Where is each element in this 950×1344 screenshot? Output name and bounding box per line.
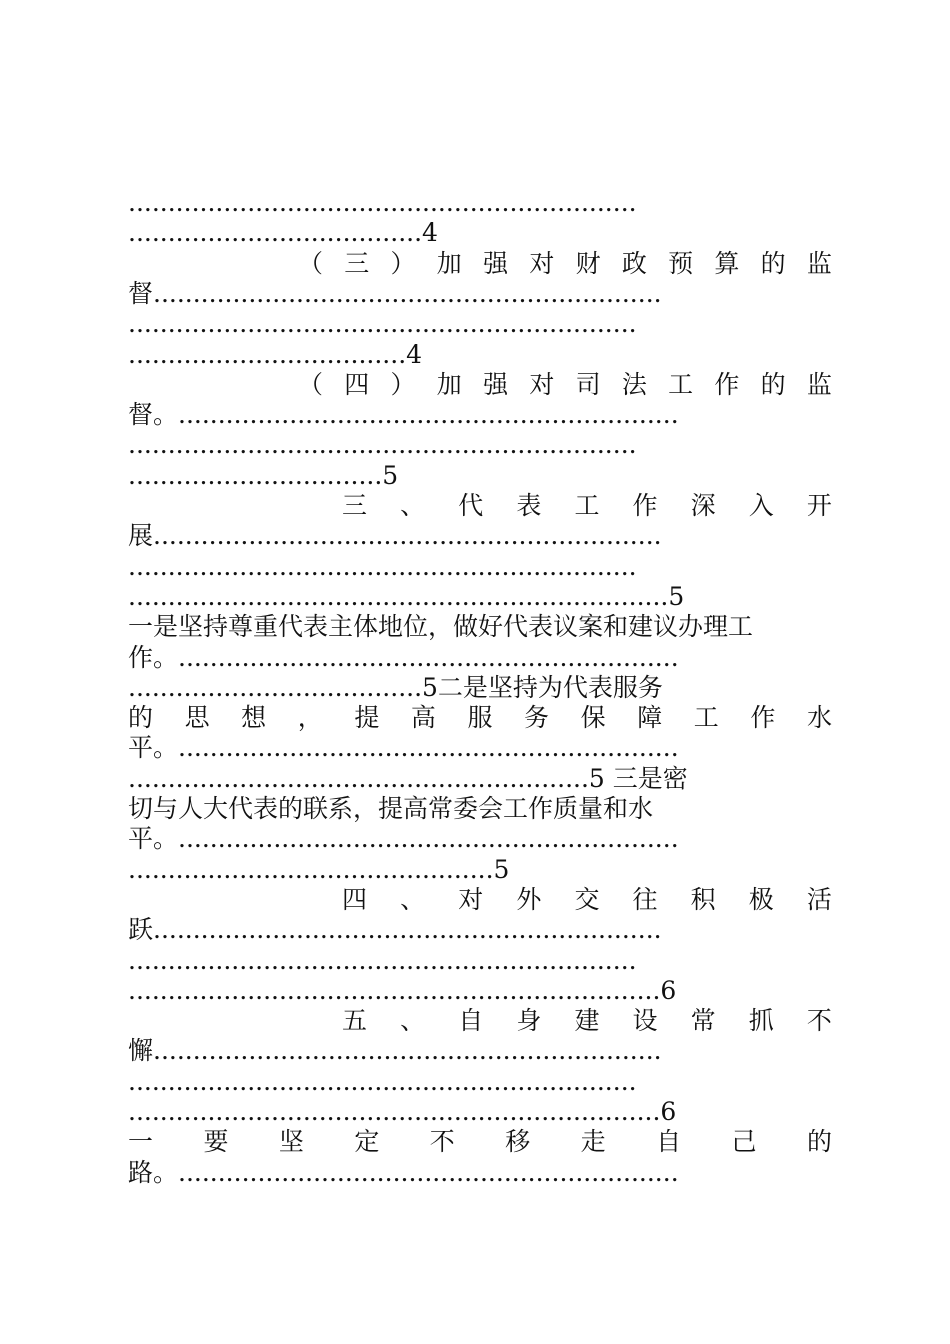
toc-char: （ [298, 248, 324, 278]
toc-line: 平。............................................................... [128, 733, 679, 763]
toc-char: 不 [806, 1006, 832, 1036]
toc-char: 要 [203, 1127, 229, 1157]
toc-char: 的 [128, 703, 154, 733]
toc-char: 开 [806, 491, 832, 520]
toc-line: ................................................................ [128, 551, 637, 581]
toc-char: ） [390, 248, 416, 278]
toc-char: 积 [690, 884, 716, 914]
toc-char: 抓 [748, 1006, 774, 1036]
toc-char: 常 [690, 1006, 716, 1036]
toc-line: 督................................................................ [128, 278, 662, 308]
toc-char: 移 [505, 1127, 531, 1157]
toc-char: 强 [483, 248, 509, 278]
toc-char: 监 [806, 369, 832, 399]
toc-char: 障 [637, 703, 663, 733]
toc-char: 三 [342, 491, 368, 520]
toc-char: 作 [632, 491, 658, 520]
toc-line [342, 1004, 832, 1038]
toc-char: 水 [806, 703, 832, 733]
toc-line [128, 1125, 832, 1159]
toc-char: 代 [458, 491, 484, 520]
toc-line: .....................................5二是坚持为代表服务 [128, 672, 663, 702]
toc-line: ..............................................5 [128, 854, 510, 884]
toc-char: 工 [668, 369, 694, 399]
toc-char: 外 [516, 884, 542, 914]
toc-char: 服 [467, 703, 493, 733]
toc-line: ....................................................................5 [128, 581, 685, 611]
toc-char: 作 [750, 703, 776, 733]
toc-char: 建 [574, 1006, 600, 1036]
toc-char: 财 [575, 248, 601, 278]
toc-line: ................................5 [128, 460, 399, 490]
toc-char: 自 [458, 1006, 484, 1036]
toc-char: 走 [580, 1127, 606, 1157]
toc-line: 作。............................................................... [128, 642, 679, 672]
toc-line: 跃................................................................ [128, 915, 662, 945]
toc-char: 强 [483, 369, 509, 399]
toc-char: 不 [429, 1127, 455, 1157]
toc-line: 一是坚持尊重代表主体地位，做好代表议案和建议办理工 [128, 612, 754, 642]
toc-line [342, 883, 832, 917]
toc-char: 工 [574, 491, 600, 520]
toc-char: 工 [693, 703, 719, 733]
toc-char: 务 [524, 703, 550, 733]
toc-char: 四 [342, 884, 368, 914]
toc-line: ...................................................................6 [128, 975, 677, 1005]
toc-line: 路。............................................................... [128, 1157, 679, 1187]
toc-char: 身 [516, 1006, 542, 1036]
toc-char: 思 [184, 703, 210, 733]
toc-line [342, 489, 832, 523]
toc-line: ................................................................ [128, 430, 637, 460]
toc-line: 切与人大代表的联系，提高常委会工作质量和水 [128, 794, 654, 823]
toc-char: 己 [731, 1127, 757, 1157]
toc-char: 高 [410, 703, 436, 733]
toc-char: 极 [748, 884, 774, 914]
toc-char: ， [297, 703, 323, 733]
toc-char: 入 [748, 491, 774, 520]
toc-line: ................................................................ [128, 945, 637, 975]
toc-char: 、 [400, 491, 426, 520]
toc-char: 四 [344, 369, 370, 399]
toc-char: （ [298, 369, 324, 399]
toc-char: 深 [690, 491, 716, 520]
toc-char: 交 [574, 884, 600, 914]
toc-char: 的 [760, 248, 786, 278]
toc-char: 法 [621, 369, 647, 399]
toc-line: ................................................................ [128, 309, 637, 339]
toc-char: 的 [760, 369, 786, 399]
toc-char: 三 [344, 248, 370, 278]
toc-line: ..........................................................5 三是密 [128, 763, 688, 793]
toc-char: 保 [580, 703, 606, 733]
toc-char: 、 [400, 884, 426, 914]
toc-char: 的 [806, 1127, 832, 1157]
toc-char: 一 [128, 1127, 154, 1157]
toc-line [298, 247, 832, 281]
toc-line: 督。............................................................... [128, 400, 679, 430]
toc-char: 坚 [278, 1127, 304, 1157]
toc-char: 对 [529, 369, 555, 399]
toc-char: ） [390, 369, 416, 399]
toc-char: 五 [342, 1006, 368, 1036]
toc-line: ...................................................................6 [128, 1097, 677, 1126]
toc-char: 作 [714, 369, 740, 399]
toc-char: 政 [621, 248, 647, 278]
toc-char: 对 [529, 248, 555, 278]
toc-line: 展................................................................ [128, 521, 662, 551]
toc-line [298, 368, 832, 402]
toc-char: 对 [458, 884, 484, 914]
toc-char: 设 [632, 1006, 658, 1036]
toc-char: 往 [632, 884, 658, 914]
toc-char: 、 [400, 1006, 426, 1036]
toc-char: 监 [806, 248, 832, 278]
toc-line: ...................................4 [128, 339, 423, 369]
toc-line: ................................................................ [128, 188, 637, 217]
toc-char: 提 [354, 703, 380, 733]
toc-char: 算 [714, 248, 740, 278]
toc-line: 平。............................................................... [128, 824, 679, 854]
toc-line: 懈................................................................ [128, 1036, 662, 1066]
toc-char: 表 [516, 491, 542, 520]
toc-char: 活 [806, 884, 832, 914]
toc-char: 司 [575, 369, 601, 399]
toc-char: 预 [668, 248, 694, 278]
toc-line: .....................................4 [128, 218, 438, 248]
toc-char: 想 [241, 703, 267, 733]
toc-char: 加 [436, 369, 462, 399]
toc-line: ................................................................ [128, 1066, 637, 1096]
toc-char: 定 [354, 1127, 380, 1157]
toc-char: 加 [436, 248, 462, 278]
toc-line [128, 701, 832, 735]
toc-char: 自 [656, 1127, 682, 1157]
